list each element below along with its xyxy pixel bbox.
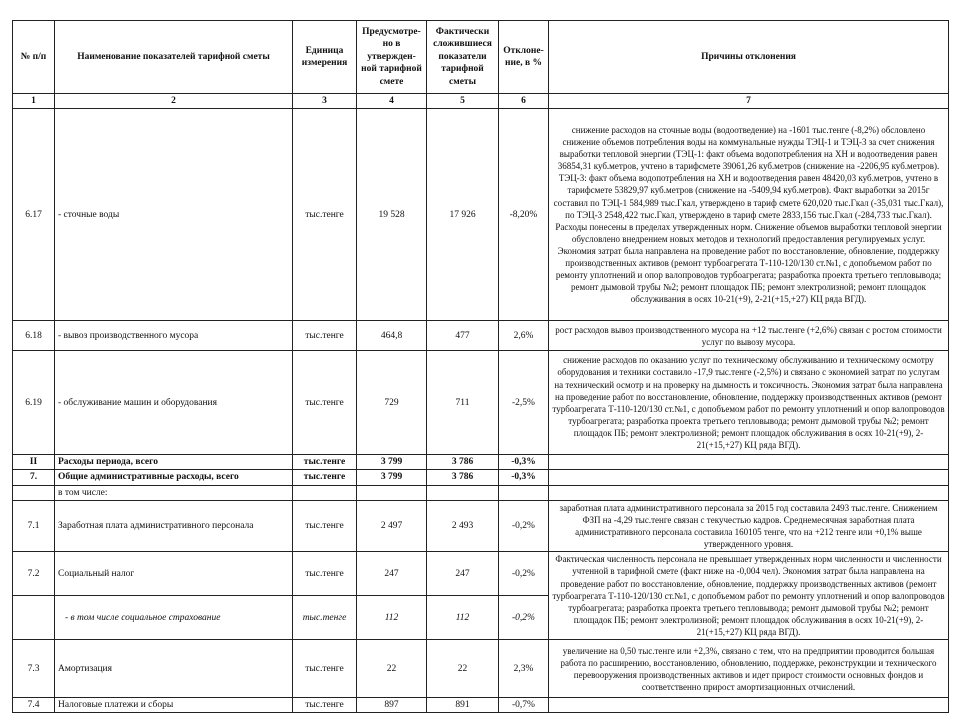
row-unit: тыс.тенге <box>293 455 357 470</box>
header-deviation: Отклоне-ние, в % <box>499 21 549 94</box>
table-row <box>13 500 949 551</box>
row-deviation: -0,2% <box>499 552 549 596</box>
row-plan: 3 799 <box>357 455 427 470</box>
row-unit-empty <box>293 485 357 500</box>
row-name: Налоговые платежи и сборы <box>55 698 293 713</box>
row-unit: тыс.тенге <box>293 596 357 640</box>
row-plan: 897 <box>357 698 427 713</box>
row-fact: 3 786 <box>427 470 499 485</box>
table-row-total <box>13 470 949 485</box>
row-name: Заработная плата административного персонала <box>55 500 293 551</box>
row-reason: Фактическая численность персонала не превышает утвержденных норм численности и численности учтенной в тарифной смете (факт ниже на -0,004 чел). Экономия затрат была направлена на проведение работ по восстановление, обновление, поддержку производственных активов (ремонт турбоагрегата Т-110-120/130 ст.№1, с допобъемом работ по ремонту уплотнений и опор валопроводов турбоагрегата; разработка проекта третьего тепловывода; ремонт дымовой трубы №2; ремонт площадок ПБ; ремонт электролизной; ремонт площадок обслуживания в осях 10-21(+9), 2-21(+15,+27) КЦ ряда ВГД). <box>549 552 949 640</box>
tariff-estimate-page <box>12 20 948 713</box>
row-fact: 711 <box>427 351 499 455</box>
row-reason: снижение расходов по оказанию услуг по техническому обслуживанию и техническому осмотру оборудования и техники составило -17,9 тыс.тенге (-2,5%) и связано с экономией затрат по услугам на технический осмотр и на проверку на дымность и токсичность. Экономия затрат была направлена на проведение работ по восстановление, обновление, поддержку производственных активов (ремонт турбоагрегата Т-110-120/130 ст.№1, с допобъемом работ по ремонту уплотнений и опор валопроводов турбоагрегата; разработка проекта третьего тепловывода; ремонт дымовой трубы №2; ремонт площадок ПБ; ремонт электролизной; ремонт площадок обслуживания в осях 10-21(+9), 2-21(+15,+27) КЦ ряда ВГД). <box>549 351 949 455</box>
row-plan: 2 497 <box>357 500 427 551</box>
table-row-total <box>13 455 949 470</box>
row-name: - вывоз производственного мусора <box>55 321 293 351</box>
row-reason-empty <box>549 455 949 470</box>
header-reasons: Причины отклонения <box>549 21 949 94</box>
row-unit: тыс.тенге <box>293 109 357 321</box>
table-row <box>13 351 949 455</box>
row-fact: 891 <box>427 698 499 713</box>
table-row <box>13 640 949 698</box>
header-fact: Фактически сложившиеся показатели тарифной сметы <box>427 21 499 94</box>
row-fact: 17 926 <box>427 109 499 321</box>
row-deviation: -0,7% <box>499 698 549 713</box>
column-number: 6 <box>499 94 549 109</box>
row-deviation-empty <box>499 485 549 500</box>
row-plan: 3 799 <box>357 470 427 485</box>
row-deviation: -2,5% <box>499 351 549 455</box>
column-number: 5 <box>427 94 499 109</box>
row-deviation: 2,6% <box>499 321 549 351</box>
column-number: 4 <box>357 94 427 109</box>
row-reason-empty <box>549 470 949 485</box>
row-deviation: -8,20% <box>499 109 549 321</box>
row-name: Социальный налог <box>55 552 293 596</box>
row-name: Амортизация <box>55 640 293 698</box>
row-fact-empty <box>427 485 499 500</box>
table-row <box>13 698 949 713</box>
column-number: 3 <box>293 94 357 109</box>
tariff-estimate-table <box>12 20 949 713</box>
header-plan: Предусмотре-но в утвержден-ной тарифной смете <box>357 21 427 94</box>
row-num: 7.4 <box>13 698 55 713</box>
header-name: Наименование показателей тарифной сметы <box>55 21 293 94</box>
row-unit: тыс.тенге <box>293 321 357 351</box>
header-row <box>13 21 949 94</box>
row-unit: тыс.тенге <box>293 552 357 596</box>
row-unit: тыс.тенге <box>293 698 357 713</box>
row-num <box>13 596 55 640</box>
header-num: № п/п <box>13 21 55 94</box>
row-fact: 3 786 <box>427 455 499 470</box>
row-plan: 22 <box>357 640 427 698</box>
row-fact: 112 <box>427 596 499 640</box>
row-plan: 112 <box>357 596 427 640</box>
table-row <box>13 552 949 596</box>
row-fact: 477 <box>427 321 499 351</box>
row-reason-empty <box>549 698 949 713</box>
row-num: II <box>13 455 55 470</box>
row-num-empty <box>13 485 55 500</box>
row-reason: заработная плата административного персонала за 2015 год составила 2493 тыс.тенге. Снижением ФЗП на -4,29 тыс.тенге связан с текучестью кадров. Среднемесячная заработная плата административного персонала составила 160105 тенге, что на +212 тенге или +0,1% выше утвержденного уровня. <box>549 500 949 551</box>
row-name: - обслуживание машин и оборудования <box>55 351 293 455</box>
row-deviation: -0,3% <box>499 470 549 485</box>
row-reason: снижение расходов на сточные воды (водоотведение) на -1601 тыс.тенге (-8,2%) обсловлено снижение объемов потребления воды на коммунальные нужды ТЭЦ-1 и ТЭЦ-3 за счет снижения выработки тепловой энергии (ТЭЦ-1: факт объема водопотребления на ХН и водоотведения равен 36854,31 куб.метров, учтено в тарифсмете 39061,26 куб.метров (снижение на -2206,95 куб.метров). ТЭЦ-3: факт объема водопотребления на ХН и водоотведения равен 48420,03 куб.метров, учтено в тарифсмете 53829,97 куб.метров (снижение на -5409,94 куб.метров). Факт выработки за 2015г составил по ТЭЦ-1 584,989 тыс.Гкал, утверждено в тариф смете 620,020 тыс.Гкал (-35,031 тыс.Гкал), по ТЭЦ-3 2548,422 тыс.Гкал, утверждено в тариф смете 2833,156 тыс.Гкал (-284,733 тыс.Гкал). Расходы понесены в пределах утвержденных норм. Снижение объемов выработки тепловой энергии обусловлено внедрением новых методов и технологий предоставления регулируемых услуг. Экономия затрат была направлена на проведение работ по восстановление, обновление, поддержку производственных активов (ремонт турбоагрегата Т-110-120/130 ст.№1, с допобъемом работ по ремонту уплотнений и опор валопроводов турбоагрегата; разработка проекта третьего тепловывода; ремонт дымовой трубы №2; ремонт площадок ПБ; ремонт электролизной; ремонт площадок обслуживания в осях 10-21(+9), 2-21(+15,+27) КЦ ряда ВГД). <box>549 109 949 321</box>
row-num: 7.2 <box>13 552 55 596</box>
row-unit: тыс.тенге <box>293 640 357 698</box>
row-num: 7.3 <box>13 640 55 698</box>
row-name: в том числе: <box>55 485 293 500</box>
row-plan: 729 <box>357 351 427 455</box>
row-unit: тыс.тенге <box>293 500 357 551</box>
row-name: - сточные воды <box>55 109 293 321</box>
row-fact: 2 493 <box>427 500 499 551</box>
row-unit: тыс.тенге <box>293 351 357 455</box>
row-reason-empty <box>549 485 949 500</box>
column-number: 1 <box>13 94 55 109</box>
row-plan: 247 <box>357 552 427 596</box>
table-row <box>13 485 949 500</box>
row-num: 6.17 <box>13 109 55 321</box>
row-deviation: -0,2% <box>499 500 549 551</box>
row-deviation: 2,3% <box>499 640 549 698</box>
row-plan: 464,8 <box>357 321 427 351</box>
row-deviation: -0,2% <box>499 596 549 640</box>
row-name: Общие административные расходы, всего <box>55 470 293 485</box>
row-deviation: -0,3% <box>499 455 549 470</box>
row-plan: 19 528 <box>357 109 427 321</box>
column-number-row <box>13 94 949 109</box>
header-unit: Единица измерения <box>293 21 357 94</box>
table-row <box>13 109 949 321</box>
row-num: 7. <box>13 470 55 485</box>
row-fact: 22 <box>427 640 499 698</box>
column-number: 2 <box>55 94 293 109</box>
row-reason: увеличение на 0,50 тыс.тенге или +2,3%, связано с тем, что на предприятии проводится большая работа по расширению, восстановлению, обновлению, поддержке, реконструкции и технического перевооружения производственных активов и идет прирост стоимости основных фондов и соответственно прирост амортизационных отчислений. <box>549 640 949 698</box>
row-fact: 247 <box>427 552 499 596</box>
row-plan-empty <box>357 485 427 500</box>
row-name: - в том числе социальное страхование <box>55 596 293 640</box>
column-number: 7 <box>549 94 949 109</box>
table-row <box>13 321 949 351</box>
row-name: Расходы периода, всего <box>55 455 293 470</box>
row-reason: рост расходов вывоз производственного мусора на +12 тыс.тенге (+2,6%) связан с ростом стоимости услуг по вывозу мусора. <box>549 321 949 351</box>
row-num: 6.18 <box>13 321 55 351</box>
row-unit: тыс.тенге <box>293 470 357 485</box>
row-num: 6.19 <box>13 351 55 455</box>
row-num: 7.1 <box>13 500 55 551</box>
